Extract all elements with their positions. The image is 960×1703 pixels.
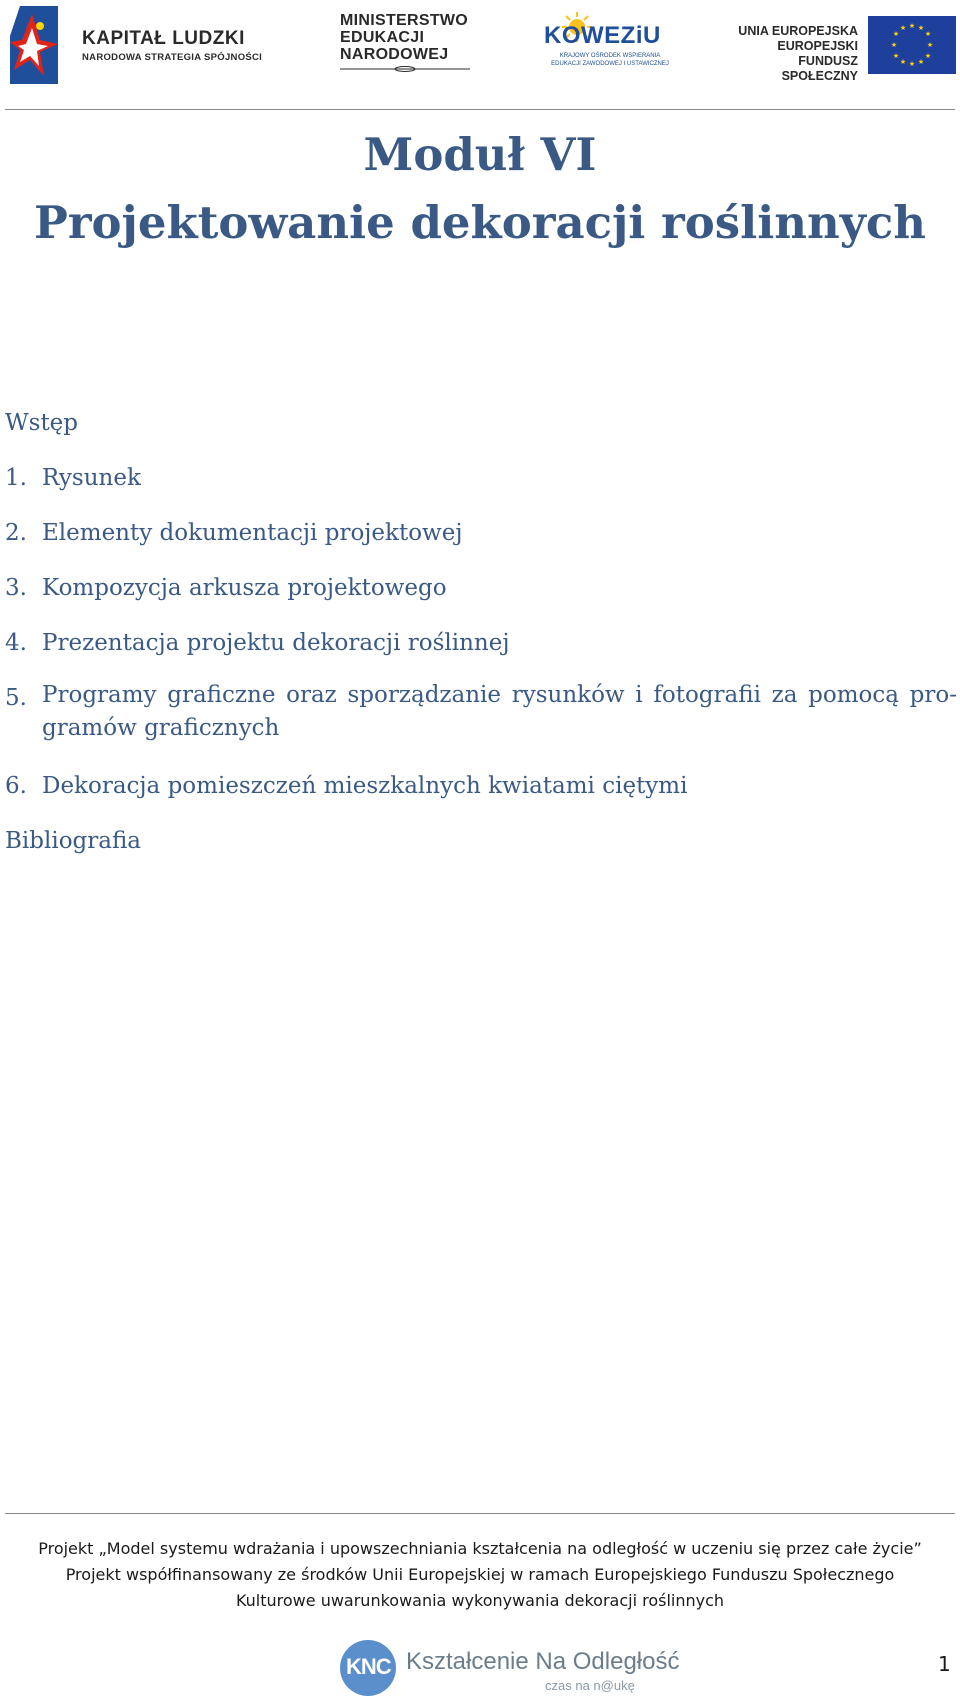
svg-text:★: ★: [926, 41, 934, 49]
toc-label: Kompozycja arkusza projektowego: [42, 575, 447, 601]
kapital-ludzki-subtitle: NARODOWA STRATEGIA SPÓJNOŚCI: [82, 52, 263, 63]
toc-number: 1.: [5, 465, 27, 491]
toc-item-3: [5, 575, 447, 601]
toc-label: Elementy dokumentacji projektowej: [42, 520, 463, 546]
toc-intro: Wstęp: [5, 410, 79, 436]
toc-number: 4.: [5, 630, 27, 656]
kapital-ludzki-star-icon: [10, 6, 58, 84]
men-line3: NARODOWEJ: [340, 46, 449, 63]
eu-line1: UNIA EUROPEJSKA: [738, 24, 858, 38]
knc-logo: [340, 1640, 680, 1698]
men-line2: EDUKACJI: [340, 29, 425, 46]
toc-item-5-label: [42, 679, 957, 745]
footer-line1: Projekt „Model systemu wdrażania i upowszechniania kształcenia na odległość w uczeniu się przez całe życie”: [38, 1539, 922, 1558]
koweziu-title: KOWEZiU: [544, 22, 661, 49]
svg-text:★: ★: [917, 24, 925, 32]
kapital-ludzki-logo: [82, 28, 262, 63]
toc-label-line2: gramów graficznych: [42, 715, 280, 741]
knc-mark: KNC: [346, 1654, 391, 1679]
toc-number: 3.: [5, 575, 27, 601]
module-subtitle: Projektowanie dekoracji roślinnych: [33, 196, 926, 249]
footer-line2: Projekt współfinansowany ze środków Unii Europejskiej w ramach Europejskiego Funduszu Społecznego: [65, 1565, 895, 1584]
svg-text:★: ★: [924, 30, 932, 38]
toc-number: 2.: [5, 520, 27, 546]
knc-emblem-icon: [340, 1640, 396, 1696]
svg-text:★: ★: [892, 52, 900, 60]
koweziu-subtitle: [550, 52, 670, 68]
svg-text:★: ★: [890, 41, 898, 49]
men-line1: MINISTERSTWO: [340, 12, 469, 29]
kapital-ludzki-title: KAPITAŁ LUDZKI: [82, 28, 245, 49]
page-header: [0, 0, 960, 110]
header-divider: [5, 109, 955, 110]
eu-line3: FUNDUSZ SPOŁECZNY: [781, 54, 858, 83]
toc-outro: Bibliografia: [5, 828, 142, 854]
toc-label: Prezentacja projektu dekoracji roślinnej: [42, 630, 510, 656]
svg-text:★: ★: [892, 30, 900, 38]
svg-text:★: ★: [924, 52, 932, 60]
toc-label: Dekoracja pomieszczeń mieszkalnych kwiatami ciętymi: [42, 773, 688, 799]
module-title: Moduł VI: [363, 128, 597, 181]
footer-line3: Kulturowe uwarunkowania wykonywania dekoracji roślinnych: [235, 1591, 725, 1610]
svg-text:★: ★: [908, 22, 916, 30]
svg-text:★: ★: [908, 60, 916, 68]
toc-item-2: [5, 520, 463, 546]
knc-title: Kształcenie Na Odległość: [406, 1648, 680, 1675]
footer-text: [0, 1536, 960, 1614]
men-ornament-icon: [340, 66, 470, 72]
svg-text:★: ★: [917, 58, 925, 66]
koweziu-sub2: EDUKACJI ZAWODOWEJ I USTAWICZNEJ: [551, 61, 669, 67]
koweziu-logo: [544, 10, 670, 76]
toc-item-5: [5, 685, 42, 711]
svg-text:★: ★: [899, 58, 907, 66]
eu-logo-text: [730, 24, 858, 84]
toc-item-6: [5, 773, 687, 799]
toc-item-1: [5, 465, 141, 491]
toc-number: 6.: [5, 773, 27, 799]
toc-item-4: [5, 630, 509, 656]
toc-label-line1: Programy graficzne oraz sporządzanie rysunków i fotografii za pomocą pro-: [42, 682, 957, 708]
men-logo: [340, 12, 468, 63]
toc-label: Rysunek: [42, 465, 141, 491]
footer-divider: [5, 1513, 955, 1514]
toc-number: 5.: [5, 685, 27, 711]
svg-text:★: ★: [899, 24, 907, 32]
page-number: 1: [938, 1652, 951, 1676]
koweziu-sub1: KRAJOWY OŚRODEK WSPIERANIA: [559, 53, 661, 59]
eu-line2: EUROPEJSKI: [777, 39, 858, 53]
knc-subtitle: czas na n@ukę: [545, 1678, 635, 1693]
eu-flag-icon: [868, 16, 956, 74]
